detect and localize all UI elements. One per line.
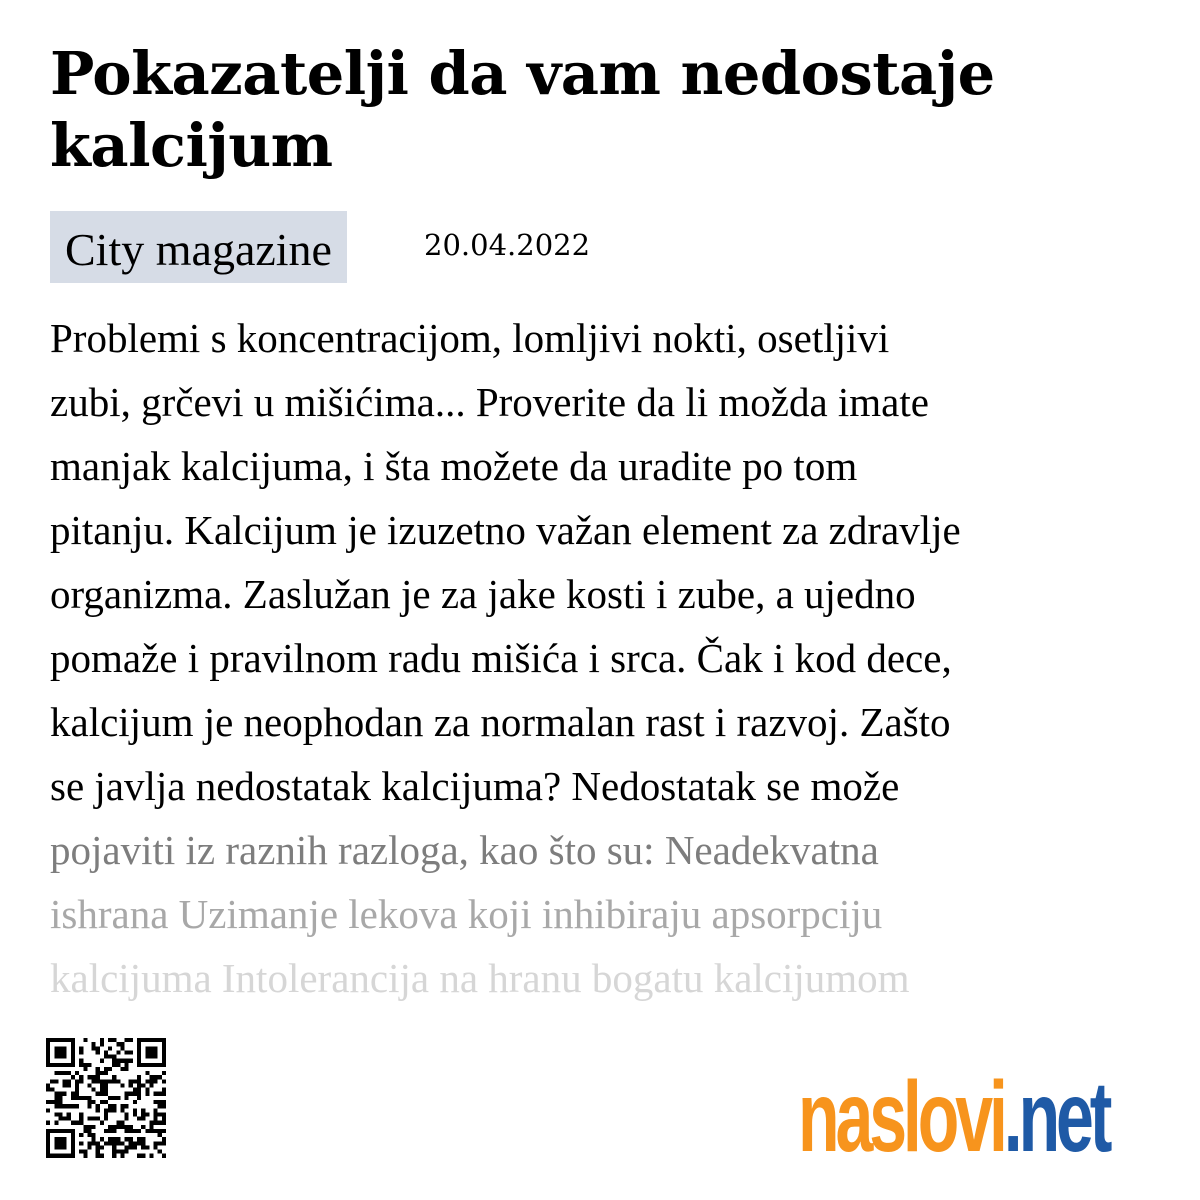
logo-net: .net <box>1003 1061 1109 1173</box>
title-line-1: Pokazatelji da vam nedostaje <box>50 39 995 108</box>
body-line: Problemi s koncentracijom, lomljivi nokti, osetljivi <box>50 315 890 361</box>
body-line: se javlja nedostatak kalcijuma? Nedostatak se može <box>50 763 900 809</box>
body-line-faded: ishrana Uzimanje lekova koji inhibiraju apsorpciju <box>50 891 883 937</box>
article-title <box>50 38 1160 182</box>
body-line-faded: pojaviti iz raznih razloga, kao što su: Neadekvatna <box>50 827 879 873</box>
body-line-faded: kalcijuma Intolerancija na hranu bogatu kalcijumom <box>50 955 910 1001</box>
title-line-2: kalcijum <box>50 111 333 180</box>
qr-code-icon[interactable] <box>46 1038 166 1162</box>
body-line: pitanju. Kalcijum je izuzetno važan element za zdravlje <box>50 507 961 553</box>
article-body <box>50 306 1160 1010</box>
body-line: manjak kalcijuma, i šta možete da uradite po tom <box>50 443 858 489</box>
body-line: zubi, grčevi u mišićima... Proverite da li možda imate <box>50 379 929 425</box>
body-line: organizma. Zaslužan je za jake kosti i zube, a ujedno <box>50 571 916 617</box>
body-line: kalcijum je neophodan za normalan rast i razvoj. Zašto <box>50 699 951 745</box>
publish-date: 20.04.2022 <box>424 228 591 262</box>
naslovi-logo <box>798 1062 1108 1172</box>
source-badge: City magazine <box>50 211 347 283</box>
body-line: pomaže i pravilnom radu mišića i srca. Čak i kod dece, <box>50 635 952 681</box>
logo-naslovi: naslovi <box>798 1061 1004 1173</box>
